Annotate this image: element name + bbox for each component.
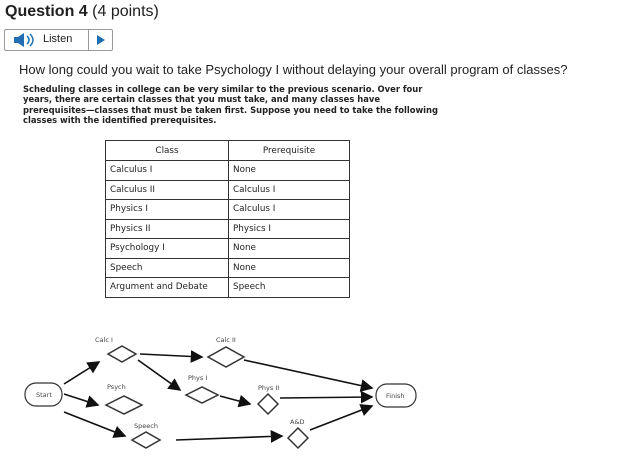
table-row: [106, 219, 350, 239]
class-cell: Speech: [106, 258, 229, 278]
prerequisite-cell: None: [229, 239, 350, 259]
arrow-phys2-finish: [280, 397, 372, 398]
arrow-start-psych: [64, 394, 98, 405]
class-cell: Physics I: [106, 200, 229, 220]
psych-diamond: [106, 396, 142, 414]
class-cell: Calculus II: [106, 180, 229, 200]
listen-button[interactable]: [4, 29, 113, 51]
scenario-text: Scheduling classes in college can be very similar to the previous scenario. Over four years, there are certain classes that you must take, and many classes have prerequisites—classes that must be taken first. Suppose you need to take the following classes with the identified prerequisites.: [23, 84, 439, 126]
speaker-icon: [13, 33, 39, 47]
arrow-start-speech: [64, 412, 125, 436]
class-cell: Physics II: [106, 219, 229, 239]
arrow-speech-ad: [176, 436, 282, 440]
calc1-label: Calc I: [95, 336, 113, 344]
table-row: [106, 258, 350, 278]
table-row: [106, 180, 350, 200]
table-row: [106, 278, 350, 298]
arrow-calc1-calc2: [140, 354, 202, 357]
calc2-diamond: [208, 347, 244, 367]
prerequisite-table: [105, 140, 350, 298]
speech-label: Speech: [134, 422, 158, 430]
prerequisite-cell: Calculus I: [229, 180, 350, 200]
calc2-label: Calc II: [216, 336, 236, 344]
table-row: [106, 161, 350, 181]
prerequisite-cell: Calculus I: [229, 200, 350, 220]
column-header-class: Class: [106, 141, 229, 161]
question-title: [5, 3, 159, 21]
phys2-diamond: [258, 394, 278, 414]
speech-diamond: [132, 432, 160, 448]
table-row: [106, 239, 350, 259]
table-row: [106, 200, 350, 220]
psych-label: Psych: [107, 383, 126, 391]
finish-label: Finish: [386, 392, 405, 400]
start-label: Start: [36, 391, 52, 399]
arrow-ad-finish: [310, 406, 372, 430]
phys2-label: Phys II: [258, 384, 280, 392]
phys1-diamond: [186, 387, 218, 403]
arrow-phys1-phys2: [220, 396, 250, 404]
question-prompt: How long could you wait to take Psychology I without delaying your overall program of classes?: [19, 62, 568, 77]
question-points: (4 points): [92, 3, 159, 20]
phys1-label: Phys I: [188, 374, 208, 382]
calc1-diamond: [108, 346, 136, 362]
listen-divider: [88, 30, 89, 50]
prerequisite-cell: None: [229, 258, 350, 278]
schedule-network-diagram: [0, 320, 639, 476]
prerequisite-cell: Speech: [229, 278, 350, 298]
question-number: Question 4: [5, 3, 88, 20]
class-cell: Calculus I: [106, 161, 229, 181]
prerequisite-cell: Physics I: [229, 219, 350, 239]
play-icon[interactable]: [97, 35, 105, 45]
arrow-calc1-phys1: [138, 360, 180, 390]
class-cell: Psychology I: [106, 239, 229, 259]
arrow-start-calc1: [64, 362, 99, 384]
listen-label: Listen: [43, 33, 73, 45]
ad-diamond: [288, 428, 308, 448]
column-header-prerequisite: Prerequisite: [229, 141, 350, 161]
table-header-row: [106, 141, 350, 161]
class-cell: Argument and Debate: [106, 278, 229, 298]
ad-label: A&D: [290, 418, 305, 426]
prerequisite-cell: None: [229, 161, 350, 181]
